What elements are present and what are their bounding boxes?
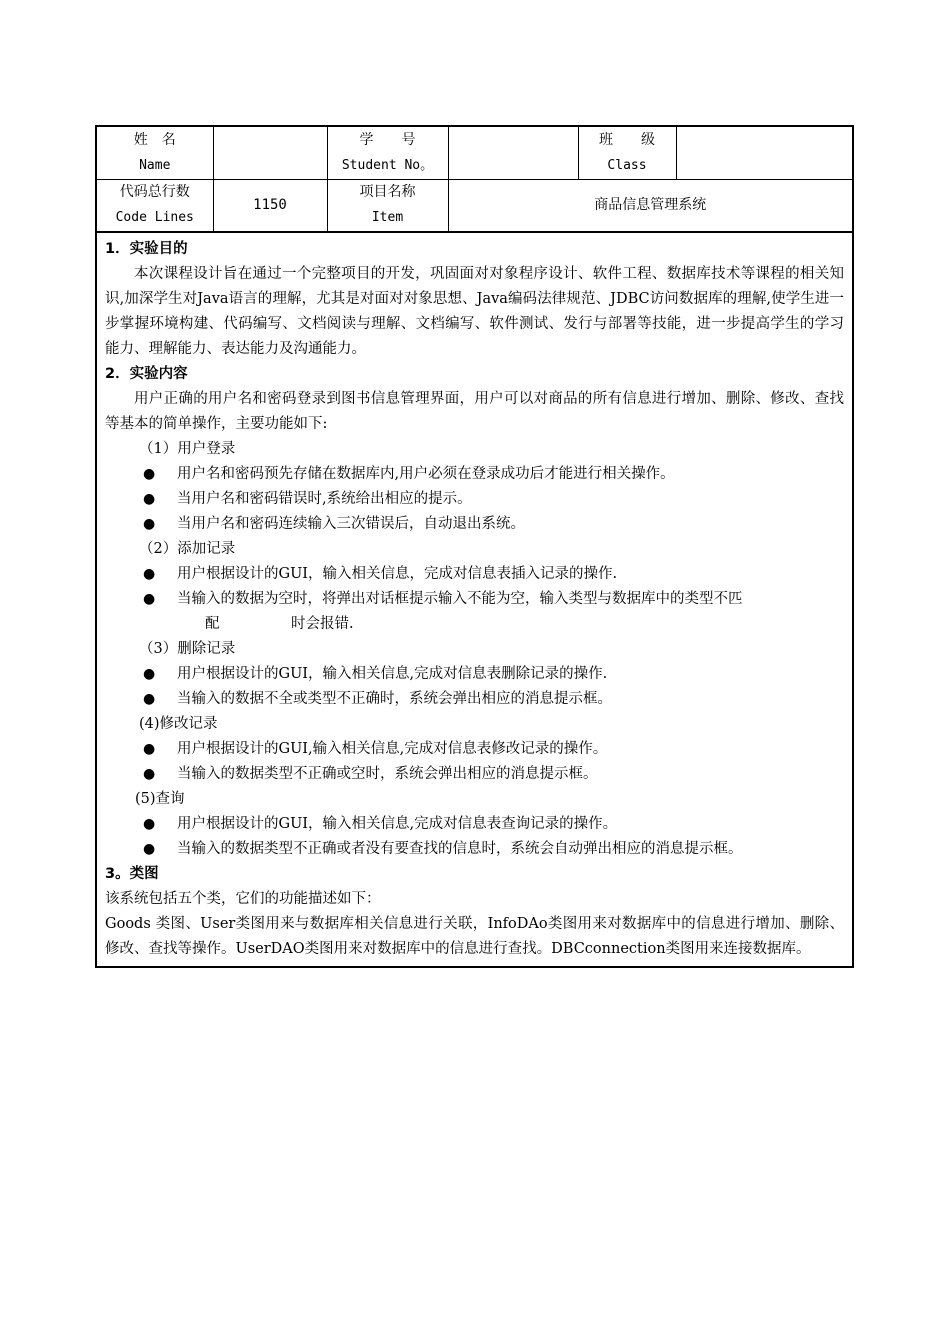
student-no-value-cell[interactable] [448, 127, 578, 179]
code-lines-label-en: Code Lines [115, 210, 194, 225]
subsection-add-title: （2）添加记录 [139, 540, 236, 557]
item-label-cell [327, 179, 448, 231]
item-value: 商品信息管理系统 [448, 179, 852, 231]
bullet-icon: ● [143, 665, 156, 682]
name-label-cell [97, 127, 213, 179]
bullet-icon: ● [143, 840, 156, 857]
bullet-icon: ● [143, 690, 156, 707]
list-item [105, 587, 844, 612]
header-row-2 [97, 179, 852, 231]
section1-title: 1．实验目的 [105, 240, 188, 257]
list-item-text: 用户根据设计的GUI，输入相关信息,完成对信息表查询记录的操作。 [177, 815, 618, 832]
header-table [97, 127, 852, 232]
bullet-icon: ● [143, 515, 156, 532]
class-label-cn: 班 级 [599, 131, 655, 148]
bullet-icon: ● [143, 465, 156, 482]
list-item [105, 462, 844, 487]
bullet-icon: ● [143, 765, 156, 782]
list-item-text: 用户根据设计的GUI,输入相关信息,完成对信息表修改记录的操作。 [177, 740, 608, 757]
subsection-modify-title: (4)修改记录 [139, 715, 218, 732]
list-item [105, 487, 844, 512]
list-item [105, 812, 844, 837]
list-item [105, 837, 844, 862]
list-item-text: 用户名和密码预先存储在数据库内,用户必须在登录成功后才能进行相关操作。 [177, 465, 675, 482]
item-label-cn: 项目名称 [359, 184, 416, 200]
name-label-cn: 姓 名 [133, 131, 176, 148]
continuation-text-b: 时会报错. [291, 615, 354, 632]
class-label-cell [578, 127, 676, 179]
list-item [105, 737, 844, 762]
list-item-text: 当用户名和密码连续输入三次错误后，自动退出系统。 [177, 515, 525, 532]
subsection-delete-title: （3）删除记录 [139, 640, 236, 657]
list-item-text: 当用户名和密码错误时,系统给出相应的提示。 [177, 490, 472, 507]
bullet-icon: ● [143, 815, 156, 832]
report-form [95, 125, 854, 968]
section3-paragraph: Goods 类图、User类图用来与数据库相关信息进行关联，InfoDAo类图用来对数据库中的信息进行增加、删除、修改、查找等操作。UserDAO类图用来对数据库中的信息进行查找。DBCconnection类图用来连接数据库。 [105, 915, 844, 957]
class-value-cell[interactable] [676, 127, 852, 179]
list-item-text: 用户根据设计的GUI，输入相关信息,完成对信息表删除记录的操作. [177, 665, 608, 682]
subsection-query-title: (5)查询 [135, 790, 185, 807]
section3-title: 3。类图 [105, 865, 159, 882]
class-label-en: Class [607, 157, 647, 173]
list-item [105, 662, 844, 687]
list-item-text: 当输入的数据类型不正确或空时，系统会弹出相应的消息提示框。 [177, 765, 598, 782]
section3-line: 该系统包括五个类，它们的功能描述如下： [105, 890, 381, 907]
header-row-1 [97, 127, 852, 179]
code-lines-label-cn: 代码总行数 [119, 184, 190, 200]
item-label-en: Item [371, 210, 404, 225]
name-value-cell[interactable] [213, 127, 327, 179]
student-no-label-cell [327, 127, 448, 179]
list-item-text: 当输入的数据不全或类型不正确时，系统会弹出相应的消息提示框。 [177, 690, 612, 707]
bullet-icon: ● [143, 740, 156, 757]
list-item-text: 用户根据设计的GUI，输入相关信息，完成对信息表插入记录的操作. [177, 565, 618, 582]
subsection-login-title: （1）用户登录 [139, 440, 236, 457]
list-item-continuation [105, 612, 844, 637]
student-no-label-en: Student No。 [341, 157, 434, 173]
bullet-icon: ● [143, 590, 156, 607]
section2-title: 2．实验内容 [105, 365, 188, 382]
bullet-icon: ● [143, 565, 156, 582]
section2-intro: 用户正确的用户名和密码登录到图书信息管理界面，用户可以对商品的所有信息进行增加、删除、修改、查找等基本的简单操作，主要功能如下: [105, 390, 844, 432]
student-no-label-cn: 学 号 [359, 131, 416, 148]
continuation-text-a: 配 [205, 615, 220, 632]
name-label-en: Name [139, 157, 171, 173]
list-item [105, 512, 844, 537]
section1-paragraph: 本次课程设计旨在通过一个完整项目的开发，巩固面对对象程序设计、软件工程、数据库技术等课程的相关知识,加深学生对Java语言的理解，尤其是对面对对象思想、Java编码法律规范、JDBC访问数据库的理解,使学生进一步掌握环境构建、代码编写、文档阅读与理解、文档编写、软件测试、发行与部署等技能，进一步提高学生的学习能力、理解能力、表达能力及沟通能力。 [105, 265, 844, 357]
report-body [97, 232, 852, 966]
code-lines-value: 1150 [213, 179, 327, 231]
code-lines-label-cell [97, 179, 213, 231]
list-item-text: 当输入的数据类型不正确或者没有要查找的信息时，系统会自动弹出相应的消息提示框。 [177, 840, 743, 857]
list-item [105, 762, 844, 787]
list-item [105, 687, 844, 712]
list-item-text: 当输入的数据为空时，将弹出对话框提示输入不能为空，输入类型与数据库中的类型不匹 [177, 590, 743, 607]
bullet-icon: ● [143, 490, 156, 507]
list-item [105, 562, 844, 587]
